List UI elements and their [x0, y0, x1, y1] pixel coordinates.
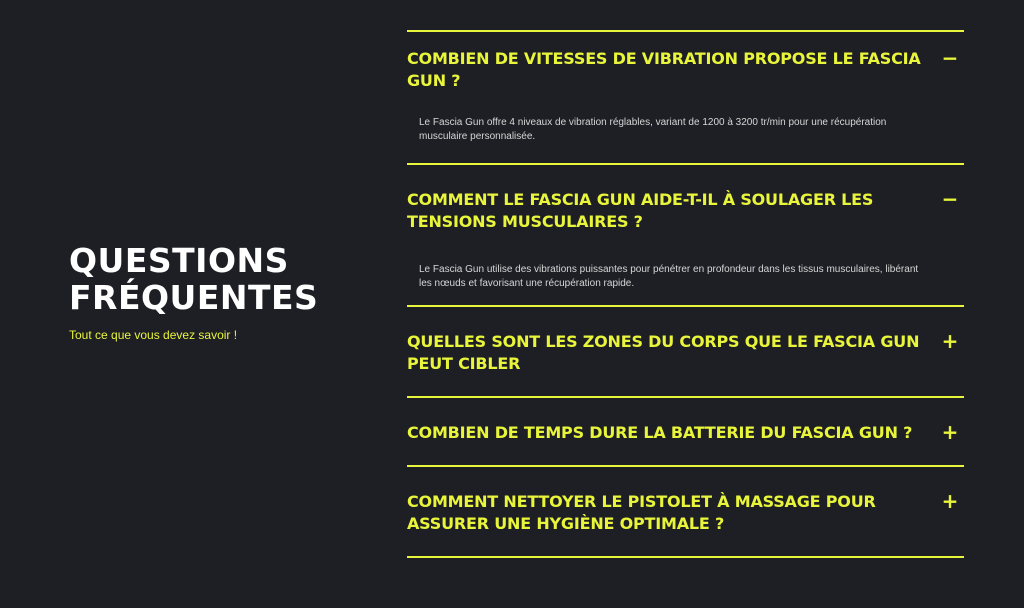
faq-question: COMMENT LE FASCIA GUN AIDE-T-IL À SOULAGER LES TENSIONS MUSCULAIRES ? — [407, 190, 874, 231]
plus-icon[interactable]: + — [941, 329, 959, 353]
plus-icon[interactable]: + — [941, 489, 959, 513]
faq-question: COMBIEN DE TEMPS DURE LA BATTERIE DU FASCIA GUN ? — [407, 423, 913, 442]
faq-accordion — [407, 30, 964, 558]
page-title — [69, 242, 369, 316]
faq-question-header[interactable] — [407, 32, 964, 92]
faq-question-header[interactable] — [407, 307, 964, 375]
faq-question: COMMENT NETTOYER LE PISTOLET À MASSAGE POUR ASSURER UNE HYGIÈNE OPTIMALE ? — [407, 492, 876, 533]
faq-intro — [69, 242, 369, 342]
faq-item-body-zones — [407, 307, 964, 398]
page-subtitle: Tout ce que vous devez savoir ! — [69, 328, 238, 342]
faq-item-vibration-speeds — [407, 32, 964, 165]
faq-question-header[interactable] — [407, 467, 964, 535]
minus-icon[interactable]: − — [941, 46, 959, 70]
faq-answer: Le Fascia Gun offre 4 niveaux de vibration réglables, variant de 1200 à 3200 tr/min pour une récupération musculaire personnalisée. — [419, 117, 887, 142]
faq-item-muscle-tension — [407, 165, 964, 307]
faq-question-header[interactable] — [407, 398, 964, 444]
faq-question: COMBIEN DE VITESSES DE VIBRATION PROPOSE LE FASCIA GUN ? — [407, 49, 921, 90]
faq-question: QUELLES SONT LES ZONES DU CORPS QUE LE FASCIA GUN PEUT CIBLER — [407, 332, 920, 373]
faq-item-battery — [407, 398, 964, 467]
minus-icon[interactable]: − — [941, 187, 959, 211]
page-title-line-2: FRÉQUENTES — [69, 278, 319, 317]
faq-question-header[interactable] — [407, 165, 964, 233]
faq-answer: Le Fascia Gun utilise des vibrations puissantes pour pénétrer en profondeur dans les tissus musculaires, libérant les nœuds et favorisant une récupération rapide. — [419, 264, 919, 289]
faq-item-cleaning — [407, 467, 964, 558]
page-title-line-1: QUESTIONS — [69, 241, 289, 280]
plus-icon[interactable]: + — [941, 420, 959, 444]
